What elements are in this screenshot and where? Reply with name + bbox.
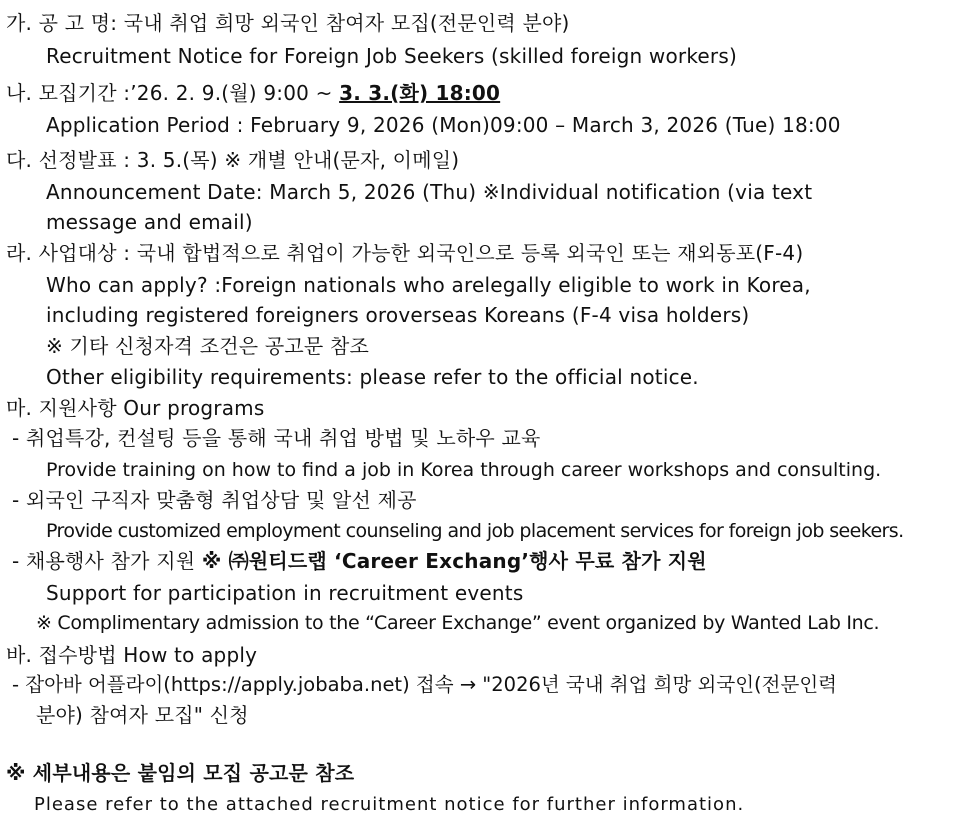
item-a-title: 가. 공 고 명: 국내 취업 희망 외국인 참여자 모집(전문인력 분야) (6, 11, 570, 35)
item-b-period (6, 78, 500, 108)
item-e-program-1: - 취업특강, 컨설팅 등을 통해 국내 취업 방법 및 노하우 교육 (12, 426, 541, 450)
item-e-program-2: - 외국인 구직자 맞춤형 취업상담 및 알선 제공 (12, 488, 417, 512)
item-f-heading: 바. 접수방법 How to apply (6, 643, 258, 667)
item-e-heading: 마. 지원사항 Our programs (6, 396, 265, 420)
item-f-apply: - 잡아바 어플라이(https://apply.jobaba.net) 접속 → "2026년 국내 취업 희망 외국인(전문인력 (12, 673, 838, 696)
item-e-program-3-note: ※ Complimentary admission to the “Career Exchange” event organized by Wanted Lab Inc. (36, 612, 880, 634)
item-e-program-3-en: Support for participation in recruitment events (46, 581, 524, 605)
item-b-period-en: Application Period : February 9, 2026 (Mon)09:00 – March 3, 2026 (Tue) 18:00 (46, 113, 841, 137)
item-d-eligibility-en-1: Who can apply? :Foreign nationals who arelegally eligible to work in Korea, (46, 273, 811, 297)
item-f-apply-cont: 분야) 참여자 모집" 신청 (36, 703, 249, 727)
item-c-announcement: 다. 선정발표 : 3. 5.(목) ※ 개별 안내(문자, 이메일) (6, 148, 460, 172)
item-e-program-1-en: Provide training on how to find a job in Korea through career workshops and consulting. (46, 459, 882, 481)
item-e-program-2-en: Provide customized employment counseling and job placement services for foreign job seekers. (46, 520, 904, 542)
item-a-title-en: Recruitment Notice for Foreign Job Seekers (skilled foreign workers) (46, 44, 737, 68)
footer-note: ※ 세부내용은 붙임의 모집 공고문 참조 (6, 761, 355, 785)
item-e-program-3-highlight: ※ ㈜원티드랩 ‘Career Exchang’행사 무료 참가 지원 (201, 549, 707, 573)
item-d-eligibility: 라. 사업대상 : 국내 합법적으로 취업이 가능한 외국인으로 등록 외국인 또는 재외동포(F-4) (6, 241, 804, 265)
item-d-eligibility-en-2: including registered foreigners oroverseas Koreans (F-4 visa holders) (46, 303, 750, 327)
item-d-note-en: Other eligibility requirements: please refer to the official notice. (46, 365, 699, 389)
footer-note-en: Please refer to the attached recruitment notice for further information. (34, 794, 745, 815)
item-b-deadline: 3. 3.(화) 18:00 (339, 81, 501, 105)
item-e-program-3 (12, 546, 707, 576)
item-d-note-ko: ※ 기타 신청자격 조건은 공고문 참조 (46, 334, 370, 358)
item-e-program-3-prefix: - 채용행사 참가 지원 (12, 549, 202, 573)
item-b-period-prefix: 나. 모집기간 :’26. 2. 9.(월) 9:00 ~ (6, 81, 340, 105)
item-c-announcement-en-2: message and email) (46, 210, 253, 234)
item-c-announcement-en-1: Announcement Date: March 5, 2026 (Thu) ※Individual notification (via text (46, 180, 813, 204)
